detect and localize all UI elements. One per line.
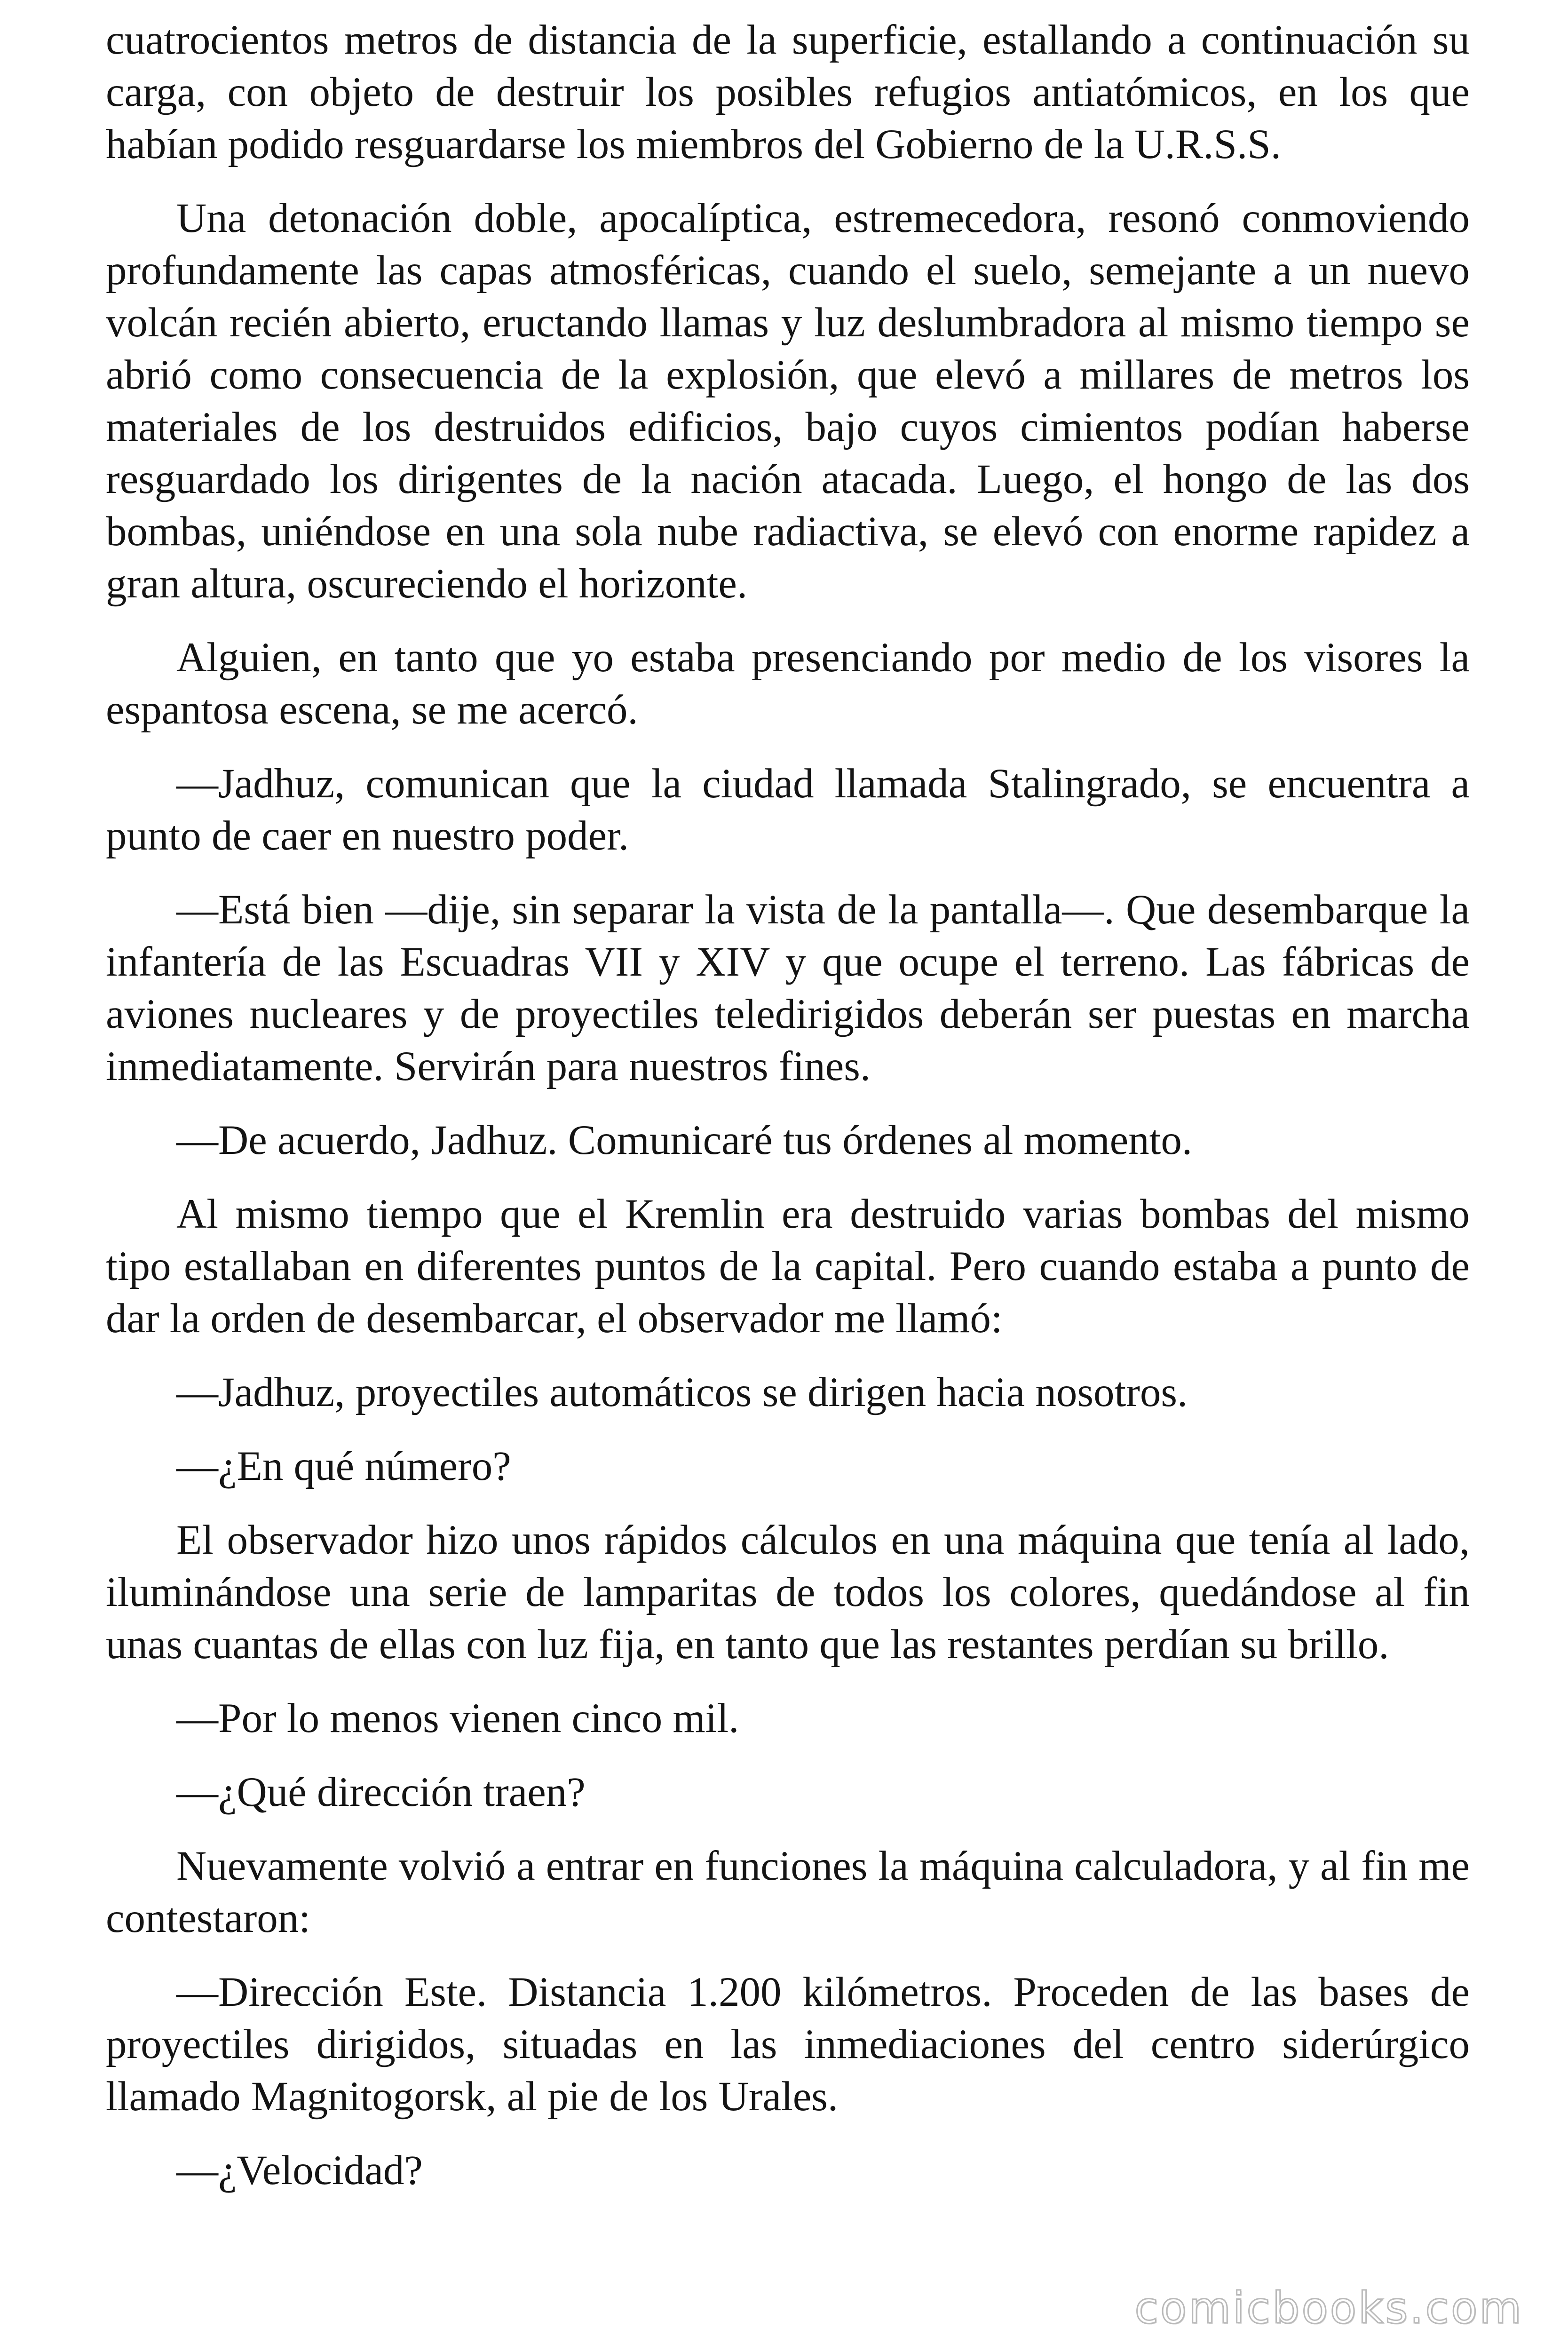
paragraph-14: —Dirección Este. Distancia 1.200 kilómetros. Proceden de las bases de proyectiles dirigidos, situadas en las inmediaciones del centro siderúrgico llamado Magnitogorsk, al pie de los Urales. bbox=[106, 1969, 1470, 2120]
paragraph-2: Una detonación doble, apocalíptica, estremecedora, resonó conmoviendo profundamente las capas atmosféricas, cuando el suelo, semejante a un nuevo volcán recién abierto, eructando llamas y luz deslumbradora al mismo tiempo se abrió como consecuencia de la explosión, que elevó a millares de metros los materiales de los destruidos edificios, bajo cuyos cimientos podían haberse resguardado los dirigentes de la nación atacada. Luego, el hongo de las dos bombas, uniéndose en una sola nube radiactiva, se elevó con enorme rapidez a gran altura, oscureciendo el horizonte. bbox=[106, 195, 1470, 607]
paragraph-15: —¿Velocidad? bbox=[176, 2147, 423, 2193]
paragraph-1: cuatrocientos metros de distancia de la superficie, estallando a continuación su carga, con objeto de destruir los posibles refugios antiatómicos, en los que habían podido resguardarse los miembros del Gobierno de la U.R.S.S. bbox=[106, 17, 1470, 167]
paragraph-9: —¿En qué número? bbox=[176, 1443, 511, 1489]
paragraph-4: —Jadhuz, comunican que la ciudad llamada Stalingrado, se encuentra a punto de caer en nuestro poder. bbox=[106, 761, 1470, 859]
document-page bbox=[106, 14, 1470, 2218]
paragraph-6: —De acuerdo, Jadhuz. Comunicaré tus órdenes al momento. bbox=[176, 1117, 1193, 1163]
paragraph-3: Alguien, en tanto que yo estaba presenciando por medio de los visores la espantosa escena, se me acercó. bbox=[106, 635, 1470, 733]
paragraph-11: —Por lo menos vienen cinco mil. bbox=[176, 1695, 739, 1741]
watermark-logo: comicbooks.com bbox=[1134, 2283, 1523, 2333]
paragraph-10: El observador hizo unos rápidos cálculos en una máquina que tenía al lado, iluminándose una serie de lamparitas de todos los colores, quedándose al fin unas cuantas de ellas con luz fija, en tanto que las restantes perdían su brillo. bbox=[106, 1517, 1470, 1668]
paragraph-13: Nuevamente volvió a entrar en funciones la máquina calculadora, y al fin me contestaron: bbox=[106, 1843, 1470, 1941]
paragraph-7: Al mismo tiempo que el Kremlin era destruido varias bombas del mismo tipo estallaban en diferentes puntos de la capital. Pero cuando estaba a punto de dar la orden de desembarcar, el observador me llamó: bbox=[106, 1191, 1470, 1342]
paragraph-5: —Está bien —dije, sin separar la vista de la pantalla—. Que desembarque la infantería de las Escuadras VII y XIV y que ocupe el terreno. Las fábricas de aviones nucleares y de proyectiles teledirigidos deberán ser puestas en marcha inmediatamente. Servirán para nuestros fines. bbox=[106, 887, 1470, 1089]
paragraph-8: —Jadhuz, proyectiles automáticos se dirigen hacia nosotros. bbox=[176, 1369, 1188, 1415]
paragraph-12: —¿Qué dirección traen? bbox=[176, 1769, 586, 1815]
